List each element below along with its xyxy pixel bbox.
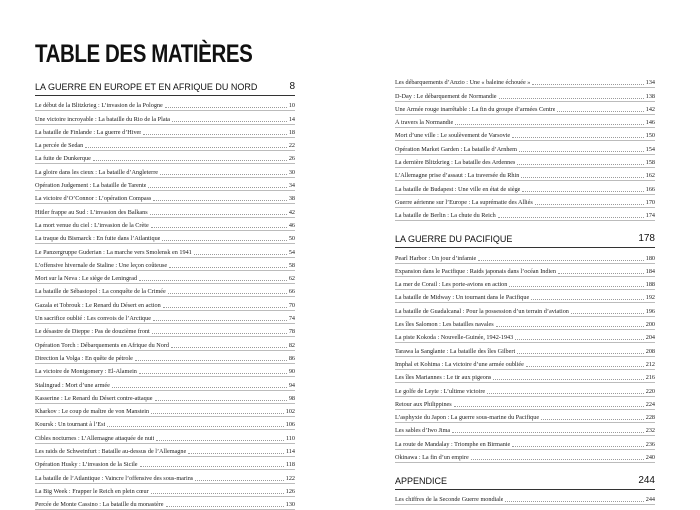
dot-leader (107, 426, 283, 427)
toc-entry (395, 102, 655, 115)
toc-entry-page: 146 (645, 119, 655, 127)
toc-entry-page: 126 (285, 487, 295, 495)
toc-entry (35, 417, 295, 430)
toc-entry-title: À travers la Normandie (395, 119, 454, 127)
dot-leader (153, 320, 287, 321)
section-title: LA GUERRE EN EUROPE ET EN AFRIQUE DU NORD (35, 82, 258, 92)
toc-entry-page: 232 (645, 427, 655, 435)
toc-entry-title: La mer de Corail : Les porte-avions en action (395, 281, 508, 289)
toc-entry (35, 311, 295, 324)
toc-entry-page: 66 (288, 288, 295, 296)
dot-leader (162, 240, 286, 241)
dot-leader (478, 260, 643, 261)
toc-entry-title: L’asphyxie du Japon : La guerre sous-marine du Pacifique (395, 414, 540, 422)
dot-leader (521, 177, 643, 178)
dot-leader (195, 480, 284, 481)
toc-entry-title: Tarawa la Sanglante : La bataille des îles Gilbert (395, 347, 516, 355)
dot-leader (558, 273, 644, 274)
page-title: TABLE DES MATIÈRES (35, 40, 253, 68)
toc-entry-page: 188 (645, 281, 655, 289)
toc-entry (395, 115, 655, 128)
toc-entry (395, 250, 655, 263)
toc-entry (395, 370, 655, 383)
dot-leader (498, 217, 644, 218)
dot-leader (153, 200, 286, 201)
toc-entry (35, 404, 295, 417)
toc-entry (35, 164, 295, 177)
dot-leader (172, 121, 287, 122)
toc-entry (35, 138, 295, 151)
toc-entry-title: Pearl Harbor : Un jour d’infamie (395, 254, 477, 262)
toc-entry-title: Mort sur la Neva : Le siège de Leningrad (35, 275, 138, 283)
toc-entry (395, 75, 655, 88)
dot-leader (150, 214, 287, 215)
dot-leader (152, 333, 287, 334)
toc-entry-page: 170 (645, 198, 655, 206)
section-header-europe (35, 80, 295, 96)
toc-entry-page: 236 (645, 440, 655, 448)
toc-entry-page: 220 (645, 387, 655, 395)
dot-leader (496, 326, 644, 327)
toc-entry-page: 46 (288, 221, 295, 229)
dot-leader (517, 164, 643, 165)
toc-entry (395, 303, 655, 316)
toc-entry-title: Imphal et Kohima : La victoire d’une armée oubliée (395, 360, 524, 368)
toc-column-left (35, 80, 295, 510)
toc-entry (35, 151, 295, 164)
toc-entry-page: 118 (285, 461, 295, 469)
toc-entry-page: 14 (288, 115, 295, 123)
toc-entry (395, 423, 655, 436)
toc-entry-page: 184 (645, 267, 655, 275)
toc-entry (395, 264, 655, 277)
toc-entry-page: 196 (645, 307, 655, 315)
dot-leader (454, 406, 644, 407)
toc-entry-page: 154 (645, 145, 655, 153)
toc-entry-title: La bataille de l’Atlantique : Vaincre l’offensive des sous-marins (35, 474, 194, 482)
toc-entry-page: 166 (645, 185, 655, 193)
toc-entry-page: 162 (645, 172, 655, 180)
toc-entry-title: La route de Mandalay : Triomphe en Birmanie (395, 440, 511, 448)
toc-entry-page: 10 (288, 102, 295, 110)
dot-leader (535, 204, 644, 205)
toc-entry-title: La mort venue du ciel : L’invasion de la Crète (35, 221, 149, 229)
dot-leader (135, 360, 287, 361)
toc-entry (35, 337, 295, 350)
dot-leader (151, 413, 284, 414)
toc-entry-page: 58 (288, 261, 295, 269)
toc-entry-page: 208 (645, 347, 655, 355)
toc-entry-title: La gloire dans les cieux : La bataille d’Angleterre (35, 168, 159, 176)
toc-entry-page: 130 (285, 501, 295, 509)
toc-entry-title: Les sables d’Iwo Jima (395, 427, 451, 435)
toc-column-right (395, 75, 655, 505)
toc-entry (35, 351, 295, 364)
toc-entry (395, 343, 655, 356)
toc-entry-page: 158 (645, 159, 655, 167)
toc-entry-page: 244 (645, 496, 655, 504)
toc-entry-page: 240 (645, 454, 655, 462)
toc-entry (35, 391, 295, 404)
toc-entry-page: 200 (645, 321, 655, 329)
toc-entry (35, 324, 295, 337)
toc-entry-page: 224 (645, 400, 655, 408)
dot-leader (139, 373, 287, 374)
toc-entry-title: Gazala et Tobrouk : Le Renard du Désert en action (35, 301, 161, 309)
toc-entry-title: Les débarquements d’Anzio : Une « baleine échouée » (395, 79, 531, 87)
dot-leader (139, 280, 287, 281)
toc-entry-title: Retour aux Philippines (395, 400, 452, 408)
toc-entry-page: 74 (288, 315, 295, 323)
toc-entry-page: 180 (645, 254, 655, 262)
toc-entry (395, 181, 655, 194)
toc-entry-title: La bataille de Guadalcanal : Pour la possession d’un terrain d’aviation (395, 307, 569, 315)
toc-entry (35, 271, 295, 284)
toc-entry (35, 484, 295, 497)
dot-leader (160, 174, 287, 175)
dot-leader (188, 453, 284, 454)
toc-entry-title: La Big Week : Frapper le Reich en plein cœur (35, 487, 149, 495)
toc-entry-page: 50 (288, 235, 295, 243)
toc-entry (395, 492, 655, 505)
dot-leader (169, 267, 287, 268)
toc-entry (395, 168, 655, 181)
toc-entry-page: 228 (645, 414, 655, 422)
dot-leader (499, 98, 644, 99)
dot-leader (515, 339, 643, 340)
toc-entry-page: 30 (288, 168, 295, 176)
toc-entry (395, 357, 655, 370)
toc-entry-title: Opération Husky : L’invasion de la Sicile (35, 461, 138, 469)
toc-entry-title: La bataille de Budapest : Une ville en état de siège (395, 185, 521, 193)
toc-entry-page: 90 (288, 368, 295, 376)
dot-leader (512, 137, 644, 138)
toc-entry-page: 34 (288, 182, 295, 190)
dot-leader (168, 293, 287, 294)
section-header-pacific (395, 232, 655, 248)
toc-entry-page: 54 (288, 248, 295, 256)
toc-entry-title: Percée de Monte Cassino : La bataille du monastère (35, 501, 164, 509)
dot-leader (517, 353, 644, 354)
toc-entry-title: Les îles Mariannes : Le tir aux pigeons (395, 374, 492, 382)
dot-leader (151, 493, 284, 494)
toc-entry-page: 22 (288, 142, 295, 150)
toc-entry-title: La bataille de Midway : Un tournant dans le Pacifique (395, 294, 530, 302)
toc-list-europe (35, 98, 295, 510)
toc-entry (35, 191, 295, 204)
toc-entry-page: 150 (645, 132, 655, 140)
toc-entry (395, 277, 655, 290)
toc-entry (395, 317, 655, 330)
dot-leader (85, 147, 287, 148)
toc-entry (35, 125, 295, 138)
toc-entry-title: Kharkov : Le coup de maître de von Manstein (35, 408, 150, 416)
toc-entry (35, 497, 295, 510)
toc-entry-page: 114 (285, 448, 295, 456)
section-header-appendix (395, 474, 655, 490)
toc-entry-title: Opération Market Garden : La bataille d’Arnhem (395, 145, 517, 153)
toc-entry (35, 444, 295, 457)
toc-entry (395, 141, 655, 154)
toc-entry (395, 155, 655, 168)
toc-entry-title: La fuite de Dunkerque (35, 155, 91, 163)
toc-entry-title: La bataille de Berlin : La chute du Reich (395, 212, 496, 220)
dot-leader (541, 419, 644, 420)
toc-entry (395, 290, 655, 303)
toc-entry-title: Guerre aérienne sur l’Europe : La suprématie des Alliés (395, 198, 533, 206)
toc-entry-page: 18 (288, 128, 295, 136)
toc-entry-title: Le golfe de Leyte : L’ultime victoire (395, 387, 486, 395)
toc-entry-page: 212 (645, 360, 655, 368)
dot-leader (505, 501, 643, 502)
dot-leader (509, 286, 643, 287)
toc-entry-title: Le début de la Blitzkrieg : L’invasion de la Pologne (35, 102, 163, 110)
toc-entry-title: Opération Judgement : La bataille de Tarente (35, 182, 147, 190)
dot-leader (155, 400, 287, 401)
toc-entry-title: Hitler frappe au Sud : L’invasion des Balkans (35, 208, 148, 216)
toc-entry (395, 128, 655, 141)
toc-entry-title: Koursk : Un tournant à l’Est (35, 421, 106, 429)
toc-entry-page: 216 (645, 374, 655, 382)
toc-entry-page: 78 (288, 328, 295, 336)
toc-entry-page: 94 (288, 381, 295, 389)
toc-entry-page: 62 (288, 275, 295, 283)
dot-leader (194, 254, 287, 255)
toc-list-pacific (395, 250, 655, 463)
toc-entry (35, 178, 295, 191)
toc-entry (35, 258, 295, 271)
toc-entry (35, 231, 295, 244)
toc-entry (395, 88, 655, 101)
toc-entry-title: La dernière Blitzkrieg : La bataille des Ardennes (395, 159, 516, 167)
toc-entry (35, 111, 295, 124)
toc-entry-title: La traque du Bismarck : En fuite dans l’Atlantique (35, 235, 161, 243)
toc-entry (35, 297, 295, 310)
toc-entry-title: Les îles Salomon : Les batailles navales (395, 321, 494, 329)
toc-entry-title: Direction la Volga : En quête de pétrole (35, 354, 133, 362)
dot-leader (156, 440, 284, 441)
dot-leader (493, 379, 643, 380)
toc-entry (35, 204, 295, 217)
toc-entry-title: Expansion dans le Pacifique : Raids japonais dans l’océan Indien (395, 267, 557, 275)
toc-entry (35, 377, 295, 390)
dot-leader (557, 111, 643, 112)
dot-leader (140, 466, 284, 467)
toc-entry (35, 430, 295, 443)
section-page-number: 244 (638, 475, 655, 487)
toc-entry-page: 142 (645, 105, 655, 113)
toc-entry (35, 364, 295, 377)
toc-entry-title: L’offensive hivernale de Staline : Une leçon coûteuse (35, 261, 168, 269)
dot-leader (112, 387, 287, 388)
dot-leader (471, 459, 644, 460)
toc-entry-page: 98 (288, 394, 295, 402)
toc-entry (395, 436, 655, 449)
toc-entry (395, 383, 655, 396)
toc-entry-title: Okinawa : La fin d’un empire (395, 454, 469, 462)
dot-leader (93, 160, 287, 161)
toc-entry-page: 82 (288, 341, 295, 349)
toc-entry-title: Une victoire incroyable : La bataille du Rio de la Plata (35, 115, 171, 123)
toc-entry-title: Les raids de Schweinfurt : Bataille au-dessus de l’Allemagne (35, 448, 187, 456)
toc-entry-page: 134 (645, 79, 655, 87)
toc-entry-title: Mort d’une ville : Le soulèvement de Varsovie (395, 132, 511, 140)
dot-leader (531, 299, 644, 300)
dot-leader (143, 134, 286, 135)
toc-list-europe-continued (395, 75, 655, 221)
toc-entry (35, 98, 295, 111)
dot-leader (526, 366, 644, 367)
toc-entry (395, 208, 655, 221)
toc-entry (395, 195, 655, 208)
toc-entry-title: Le Panzergruppe Guderian : La marche vers Smolensk en 1941 (35, 248, 192, 256)
dot-leader (532, 84, 643, 85)
toc-entry-page: 174 (645, 212, 655, 220)
toc-entry (395, 397, 655, 410)
toc-entry-title: Opération Torch : Débarquements en Afrique du Nord (35, 341, 169, 349)
toc-entry-page: 106 (285, 421, 295, 429)
toc-entry-page: 102 (285, 408, 295, 416)
toc-entry-title: Cibles nocturnes : L’Allemagne attaquée de nuit (35, 434, 155, 442)
toc-entry-title: La piste Kokoda : Nouvelle-Guinée, 1942-1943 (395, 334, 514, 342)
toc-entry-title: L’Allemagne prise d’assaut : La traversée du Rhin (395, 172, 520, 180)
toc-entry-title: Le désastre de Dieppe : Pas de douzième front (35, 328, 150, 336)
toc-entry (35, 218, 295, 231)
toc-entry (395, 450, 655, 463)
toc-entry-page: 86 (288, 354, 295, 362)
toc-entry (395, 410, 655, 423)
toc-entry-title: D-Day : Le débarquement de Normandie (395, 92, 497, 100)
toc-entry (395, 330, 655, 343)
toc-entry-title: La percée de Sedan (35, 142, 84, 150)
dot-leader (455, 124, 643, 125)
toc-entry-title: Les chiffres de la Seconde Guerre mondiale (395, 496, 504, 504)
toc-entry-page: 110 (285, 434, 295, 442)
section-page-number: 178 (638, 233, 655, 245)
dot-leader (171, 347, 287, 348)
dot-leader (166, 506, 284, 507)
toc-entry-title: La victoire d’O’Connor : L’opération Compass (35, 195, 152, 203)
toc-entry-page: 204 (645, 334, 655, 342)
dot-leader (522, 191, 643, 192)
dot-leader (487, 393, 644, 394)
toc-entry-page: 38 (288, 195, 295, 203)
toc-entry-page: 138 (645, 92, 655, 100)
section-title: LA GUERRE DU PACIFIQUE (395, 234, 513, 245)
section-page-number: 8 (289, 81, 295, 92)
dot-leader (571, 313, 644, 314)
dot-leader (148, 187, 286, 188)
toc-entry (35, 457, 295, 470)
toc-entry-title: Stalingrad : Mort d’une armée (35, 381, 110, 389)
dot-leader (163, 307, 287, 308)
toc-entry-page: 122 (285, 474, 295, 482)
toc-entry-page: 70 (288, 301, 295, 309)
toc-entry-title: Un sacrifice oublié : Les convois de l’Arctique (35, 315, 151, 323)
section-title: APPENDICE (395, 476, 448, 487)
dot-leader (519, 151, 644, 152)
toc-list-appendix (395, 492, 655, 505)
toc-entry-title: La bataille de Sébastopol : La conquête de la Crimée (35, 288, 166, 296)
toc-entry-title: La victoire de Montgomery : El-Alamein (35, 368, 137, 376)
toc-entry-title: Kasserine : Le Renard du Désert contre-attaque (35, 394, 153, 402)
toc-entry (35, 284, 295, 297)
dot-leader (452, 432, 644, 433)
toc-entry-page: 26 (288, 155, 295, 163)
dot-leader (512, 446, 643, 447)
dot-leader (151, 227, 287, 228)
toc-entry (35, 244, 295, 257)
toc-entry (35, 470, 295, 483)
toc-entry-page: 42 (288, 208, 295, 216)
dot-leader (165, 107, 287, 108)
toc-entry-page: 192 (645, 294, 655, 302)
toc-entry-title: Une Armée rouge inarrêtable : La fin du groupe d’armées Centre (395, 105, 556, 113)
toc-entry-title: La bataille de Finlande : La guerre d’Hiver (35, 128, 142, 136)
